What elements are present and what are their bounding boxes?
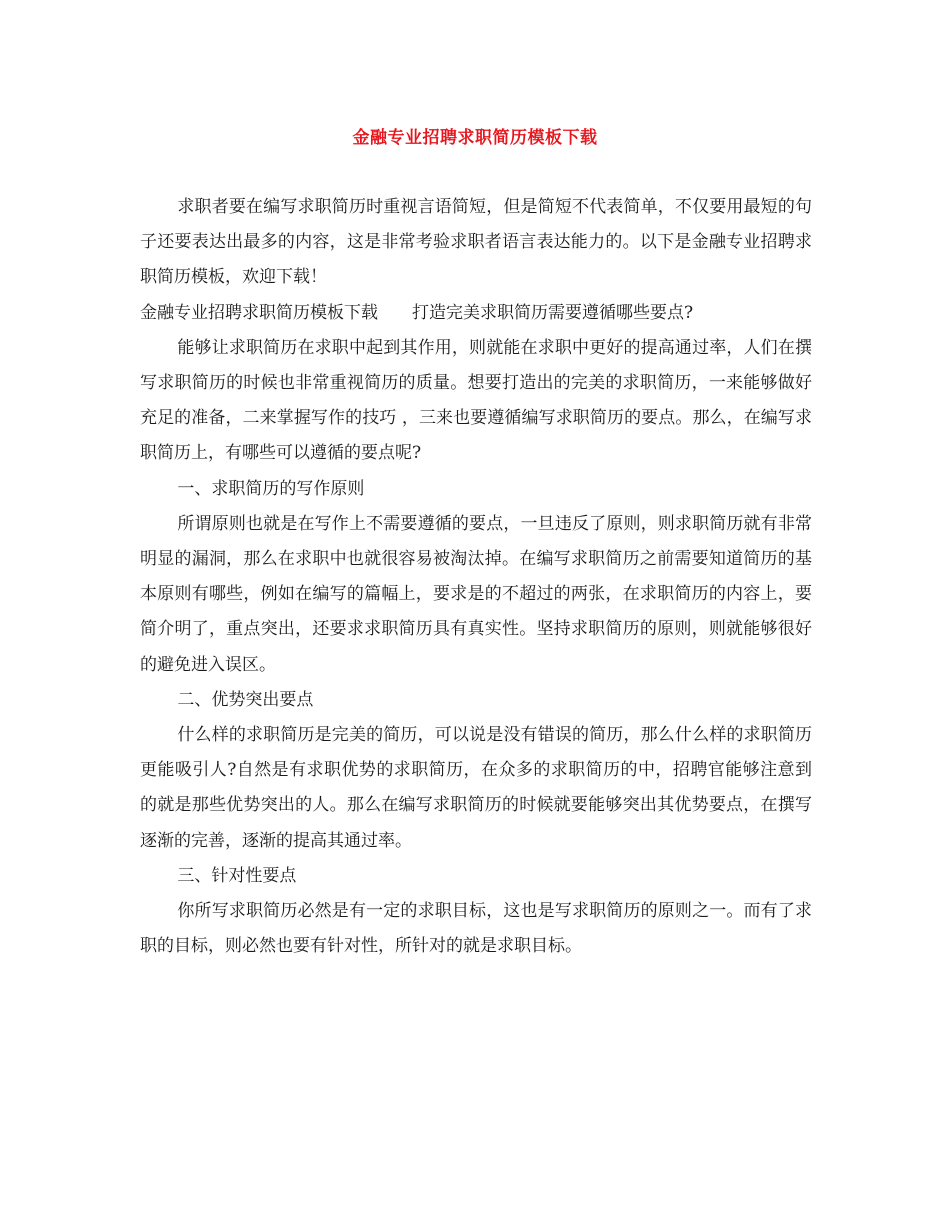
section-heading-1: 一、求职简历的写作原则 [177,478,365,499]
subtitle-left: 金融专业招聘求职简历模板下载 [140,302,378,323]
document-title: 金融专业招聘求职简历模板下载 [352,128,598,148]
paragraph-4: 你所写求职简历必然是有一定的求职目标，这也是写求职简历的原则之一。而有了求职的目标，则必然也要有针对性，所针对的就是求职目标。 [140,901,812,957]
paragraph-2: 所谓原则也就是在写作上不需要遵循的要点，一旦违反了原则，则求职简历就有非常明显的漏洞，那么在求职中也就很容易被淘汰掉。在编写求职简历之前需要知道简历的基本原则有哪些，例如在编写的篇幅上，要求是的不超过的两张，在求职简历的内容上，要简介明了，重点突出，还要求求职简历具有真实性。坚持求职简历的原则，则就能够很好的避免进入误区。 [140,513,812,675]
document-body [140,190,812,964]
intro-paragraph: 求职者要在编写求职简历时重视言语简短，但是简短不代表简单，不仅要用最短的句子还要表达出最多的内容，这是非常考验求职者语言表达能力的。以下是金融专业招聘求职简历模板，欢迎下载！ [140,197,812,288]
section-heading-2: 二、优势突出要点 [177,689,314,710]
paragraph-3: 什么样的求职简历是完美的简历，可以说是没有错误的简历，那么什么样的求职简历更能吸引人?自然是有求职优势的求职简历，在众多的求职简历的中，招聘官能够注意到的就是那些优势突出的人。那么在编写求职简历的时候就要能够突出其优势要点，在撰写逐渐的完善，逐渐的提高其通过率。 [140,725,812,851]
section-heading-3: 三、针对性要点 [177,865,297,886]
paragraph-1: 能够让求职简历在求职中起到其作用，则就能在求职中更好的提高通过率，人们在撰写求职简历的时候也非常重视简历的质量。想要打造出的完美的求职简历，一来能够做好充足的准备，二来掌握写作的技巧 ，三来也要遵循编写求职简历的要点。那么，在编写求职简历上，有哪些可以遵循的要点呢? [140,337,812,464]
subtitle-right: 打造完美求职简历需要遵循哪些要点? [412,302,694,323]
subtitle-row [140,296,812,331]
